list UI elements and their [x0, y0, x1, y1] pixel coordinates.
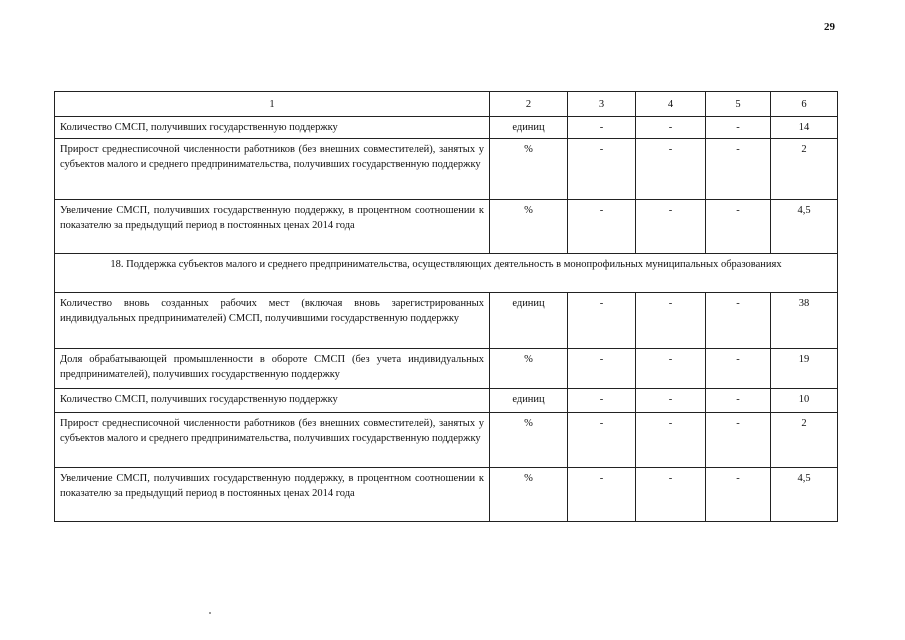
value-cell: 4,5: [771, 200, 838, 254]
value-cell: -: [568, 200, 636, 254]
value-cell: -: [568, 389, 636, 413]
unit-cell: %: [490, 139, 568, 200]
value-cell: -: [568, 413, 636, 468]
indicator-name: Увеличение СМСП, получивших государственную поддержку, в процентном соотношении к показателю за предыдущий период в постоянных ценах 2014 года: [55, 200, 490, 254]
value-cell: -: [568, 349, 636, 389]
value-cell: -: [636, 117, 706, 139]
value-cell: 10: [771, 389, 838, 413]
value-cell: 38: [771, 293, 838, 349]
column-header: 5: [706, 92, 771, 117]
column-header: 3: [568, 92, 636, 117]
scan-speck: [209, 612, 211, 614]
unit-cell: %: [490, 200, 568, 254]
value-cell: -: [636, 413, 706, 468]
table-row: [55, 293, 838, 349]
column-header: 1: [55, 92, 490, 117]
table-row: [55, 139, 838, 200]
value-cell: -: [706, 468, 771, 522]
value-cell: -: [706, 349, 771, 389]
table-row: [55, 389, 838, 413]
value-cell: 4,5: [771, 468, 838, 522]
value-cell: -: [636, 349, 706, 389]
indicator-name: Доля обрабатывающей промышленности в обороте СМСП (без учета индивидуальных предпринимателей), получивших государственную поддержку: [55, 349, 490, 389]
unit-cell: %: [490, 413, 568, 468]
value-cell: 2: [771, 413, 838, 468]
table-row: [55, 349, 838, 389]
value-cell: -: [706, 117, 771, 139]
indicator-name: Количество вновь созданных рабочих мест (включая вновь зарегистрированных индивидуальных предпринимателей) СМСП, получившими государственную поддержку: [55, 293, 490, 349]
value-cell: -: [706, 389, 771, 413]
section-title: 18. Поддержка субъектов малого и среднего предпринимательства, осуществляющих деятельность в монопрофильных муниципальных образованиях: [55, 254, 838, 293]
value-cell: -: [636, 200, 706, 254]
value-cell: 2: [771, 139, 838, 200]
column-header: 6: [771, 92, 838, 117]
table-header-row: [55, 92, 838, 117]
unit-cell: единиц: [490, 293, 568, 349]
value-cell: -: [568, 468, 636, 522]
unit-cell: единиц: [490, 117, 568, 139]
value-cell: -: [636, 293, 706, 349]
column-header: 4: [636, 92, 706, 117]
value-cell: -: [568, 139, 636, 200]
indicator-name: Количество СМСП, получивших государственную поддержку: [55, 117, 490, 139]
value-cell: -: [706, 413, 771, 468]
indicator-name: Прирост среднесписочной численности работников (без внешних совместителей), занятых у субъектов малого и среднего предпринимательства, получивших государственную поддержку: [55, 413, 490, 468]
indicator-name: Количество СМСП, получивших государственную поддержку: [55, 389, 490, 413]
value-cell: -: [636, 468, 706, 522]
value-cell: -: [636, 139, 706, 200]
indicator-name: Прирост среднесписочной численности работников (без внешних совместителей), занятых у субъектов малого и среднего предпринимательства, получивших государственную поддержку: [55, 139, 490, 200]
table-row: [55, 117, 838, 139]
section-row: [55, 254, 838, 293]
value-cell: -: [568, 117, 636, 139]
value-cell: 14: [771, 117, 838, 139]
indicators-table: [54, 91, 838, 522]
table-row: [55, 200, 838, 254]
page-number: 29: [824, 21, 835, 33]
indicator-name: Увеличение СМСП, получивших государственную поддержку, в процентном соотношении к показателю за предыдущий период в постоянных ценах 2014 года: [55, 468, 490, 522]
unit-cell: %: [490, 468, 568, 522]
column-header: 2: [490, 92, 568, 117]
table-row: [55, 413, 838, 468]
value-cell: -: [636, 389, 706, 413]
value-cell: -: [706, 200, 771, 254]
table-row: [55, 468, 838, 522]
unit-cell: %: [490, 349, 568, 389]
value-cell: -: [568, 293, 636, 349]
value-cell: -: [706, 139, 771, 200]
unit-cell: единиц: [490, 389, 568, 413]
value-cell: 19: [771, 349, 838, 389]
value-cell: -: [706, 293, 771, 349]
